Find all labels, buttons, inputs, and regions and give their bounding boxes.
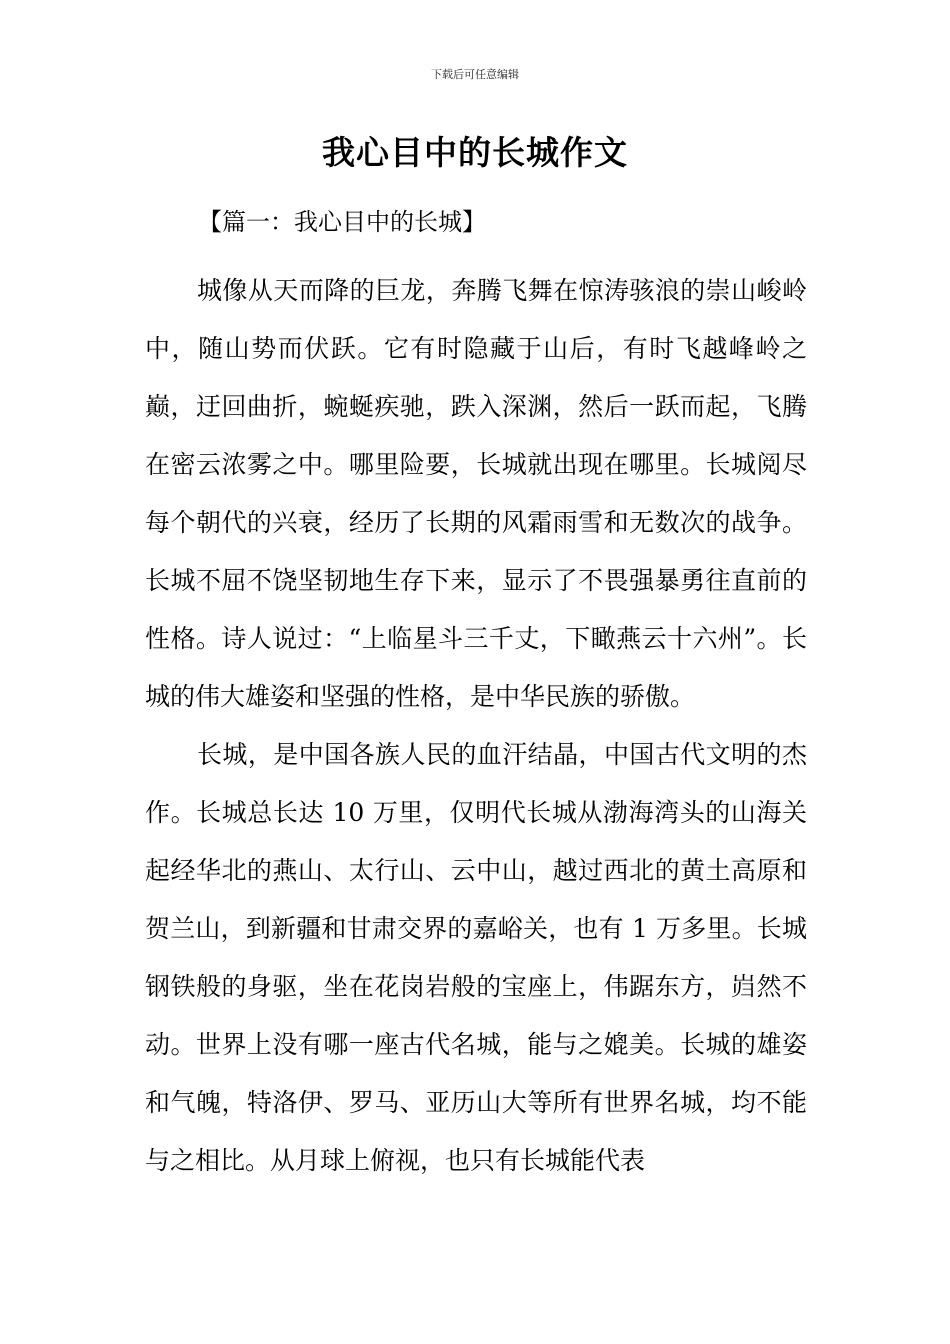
paragraph-2: 长城，是中国各族人民的血汗结晶，中国古代文明的杰作。长城总长达 10 万里，仅明代长城从渤海湾头的山海关起经华北的燕山、太行山、云中山，越过西北的黄土高原和贺兰山，到新疆和甘肃交界的嘉峪关，也有 1 万多里。长城钢铁般的身驱，坐在花岗岩般的宝座上，伟踞东方，岿然不动。世界上没有哪一座古代名城，能与之媲美。长城的雄姿和气魄，特洛伊、罗马、亚历山大等所有世界名城，均不能与之相比。从月球上俯视，也只有长城能代表 <box>145 740 807 1175</box>
document-title: 我心目中的长城作文 <box>322 133 628 172</box>
section-heading: 【篇一：我心目中的长城】 <box>198 208 486 236</box>
body-text <box>145 262 807 1190</box>
header-note: 下载后可任意编辑 <box>431 68 519 81</box>
paragraph-1: 城像从天而降的巨龙，奔腾飞舞在惊涛骇浪的崇山峻岭中，随山势而伏跃。它有时隐藏于山后，有时飞越峰岭之巅，迂回曲折，蜿蜒疾驰，跌入深渊，然后一跃而起，飞腾在密云浓雾之中。哪里险要，长城就出现在哪里。长城阅尽每个朝代的兴衰，经历了长期的风霜雨雪和无数次的战争。长城不屈不饶坚韧地生存下来，显示了不畏强暴勇往直前的性格。诗人说过：“上临星斗三千丈，下瞰燕云十六州”。长城的伟大雄姿和坚强的性格，是中华民族的骄傲。 <box>145 276 807 711</box>
